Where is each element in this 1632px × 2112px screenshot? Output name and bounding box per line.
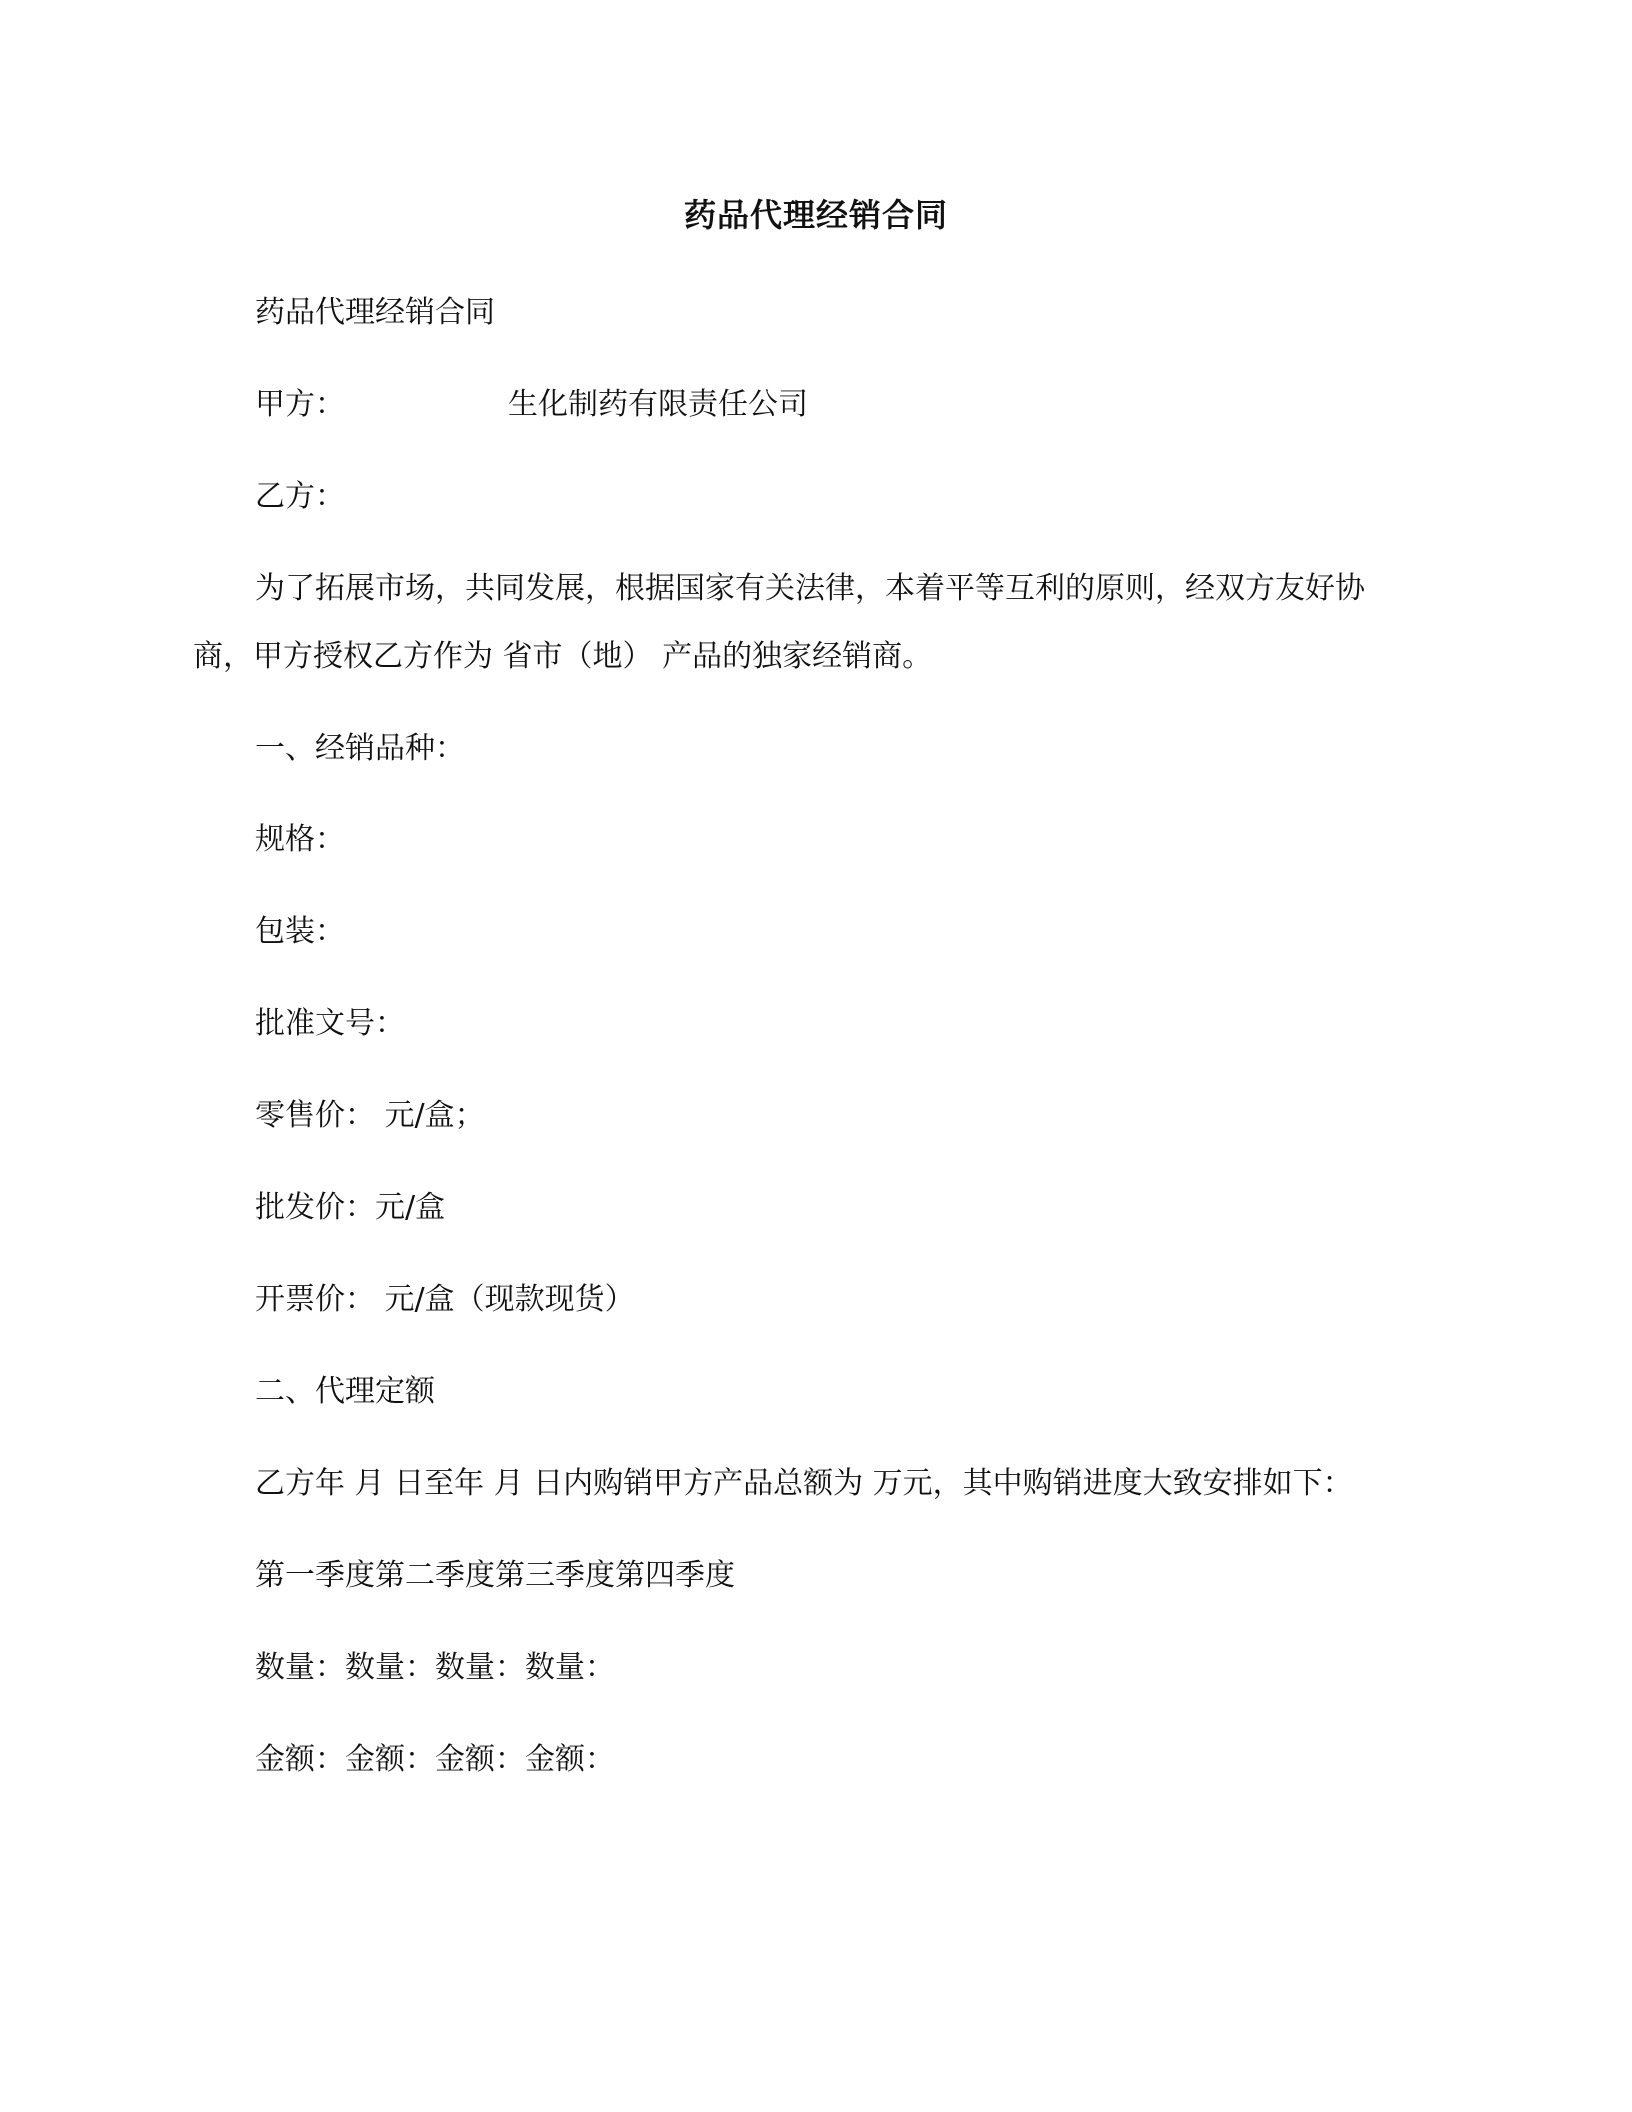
party-a-label: 甲方： (255, 387, 345, 422)
section1-heading: 一、经销品种： (255, 731, 465, 766)
subtitle-line: 药品代理经销合同 (255, 295, 495, 330)
quota-text-line: 乙方年 月 日至年 月 日内购销甲方产品总额为 万元，其中购销进度大致安排如下： (255, 1466, 1353, 1501)
approval-number-line: 批准文号： (255, 1006, 405, 1041)
party-a-line (255, 383, 808, 427)
spec-line: 规格： (255, 822, 345, 857)
retail-price-line: 零售价： 元/盒； (255, 1098, 485, 1133)
amounts-line: 金额：金额：金额：金额： (255, 1742, 615, 1777)
packaging-line: 包装： (255, 914, 345, 949)
wholesale-price-line: 批发价：元/盒 (255, 1190, 446, 1225)
quarters-line: 第一季度第二季度第三季度第四季度 (255, 1558, 735, 1593)
quantities-line: 数量：数量：数量：数量： (255, 1650, 615, 1685)
invoice-price-line: 开票价： 元/盒（现款现货） (255, 1282, 635, 1317)
party-b-line: 乙方： (255, 479, 345, 514)
party-a-name: 生化制药有限责任公司 (508, 387, 808, 422)
document-title: 药品代理经销合同 (683, 196, 948, 234)
section2-heading: 二、代理定额 (255, 1374, 435, 1409)
intro-paragraph: 为了拓展市场，共同发展，根据国家有关法律，本着平等互利的原则，经双方友好协商，甲方授权乙方作为 省市（地） 产品的独家经销商。 (193, 571, 1365, 674)
